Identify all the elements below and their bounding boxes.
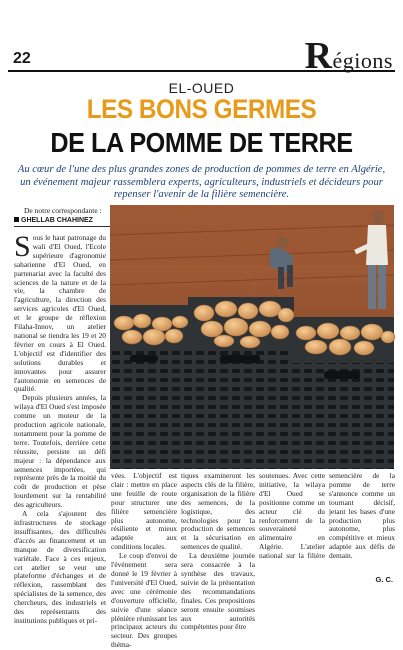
drop-cap: S (14, 230, 31, 263)
paragraph-text: ous le haut patronage du wali d'El Oued, l'Ecole supérieure d'agronomie saharienne d'El Oued, en partenariat avec la faculté des sciences de la nature et de la vie, la chambre de l'agriculture, la direction des services agricoles d'El Oued, et le groupe de réflexion Filaha-Innov, un atelier national se tiendra les 19 et 20 février en cours à El Oued. L'objectif est d'identifier des solutions durables et innovantes pour assurer l'autonomie en semences de qualité. (14, 233, 106, 394)
section-name (305, 34, 393, 78)
paragraph: tiques examineront les aspects clés de la filière, organisation de la filière des semences, de la logistique, des technologies pour la production de semences et la sécurisation en semences de qualité. (181, 471, 255, 552)
article-photo (110, 205, 394, 469)
paragraph: Le coup d'envoi de l'événement sera donné le 19 février à l'université d'El Oued, avec une cérémonie d'ouverture officielle, suivie d'une séance plénière réunissant les principaux acteurs du secteur. Des groupes théma- (111, 551, 177, 650)
article-column-4 (259, 472, 395, 590)
paragraph (14, 230, 106, 394)
byline-author: GHELLAB CHAHINEZ (21, 217, 93, 224)
paragraph: Depuis plusieurs années, la wilaya d'El Oued s'est imposée comme un moteur de la production agricole nationale, notamment pour la pomme de terre. Toutefois, derrière cette réussite, persiste un défi majeur : la dépendance aux semences importées, qui représente près de la moitié du coût de production et pèse lourdement sur la rentabilité des agriculteurs. (14, 393, 106, 510)
article-column-3 (181, 471, 255, 632)
article-column-1 (14, 230, 106, 625)
article-kicker: EL-OUED (168, 80, 235, 96)
article-standfirst: Au cœur de l'une des plus grandes zones de production de pommes de terre en Algérie, un événement majeur rassemblera experts, agriculteurs, industriels et décideurs pour repenser l'avenir de la filière semencière. (17, 164, 386, 200)
headline-line1: LES BONS GERMES (86, 94, 317, 124)
paragraph: La deuxième journée sera consacrée à la synthèse des travaux, suivie de la présentation des recommandations finales. Ces propositions seront ensuite soumises aux autorités compétentes pour être (181, 551, 255, 632)
paragraph: vées. L'objectif est clair : mettre en place une feuille de route pour structurer une filière semencière plus autonome, résiliente et mieux adaptée aux conditions locales. (111, 471, 177, 552)
section-rest: égions (332, 48, 393, 73)
headline-line2: DE LA POMME DE TERRE (50, 127, 353, 158)
article-column-2 (111, 471, 177, 650)
byline (14, 206, 110, 227)
paragraph: soutenues. Avec cette initiative, la wilaya d'El Oued se positionne comme un acteur clé du renforcement de la souveraineté alimentaire en Algérie. L'atelier national sur la filière semencière de la pomme de terre s'annonce comme un tournant décisif, jetant les bases d'une production plus autonome, plus compétitive et mieux adaptée aux défis de demain. (259, 471, 395, 561)
page-number: 22 (13, 50, 31, 67)
section-initial: R (304, 35, 333, 77)
page-header (8, 35, 395, 77)
article-signature: G. C. (375, 575, 393, 584)
potato-crates-photo (110, 205, 394, 469)
paragraph: A cela s'ajoutent des infrastructures de stockage insuffisantes, des difficultés d'accès au financement et un manque de diversification variétale. Face à ces enjeux, cet atelier se veut une plateforme d'échanges et de réflexion, rassemblant des spécialistes de la semence, des chercheurs, des industriels et des représentants des institutions publiques et pri- (14, 509, 106, 625)
byline-square-icon (14, 217, 19, 222)
byline-author-block (14, 216, 110, 227)
byline-label: De notre correspondante : (24, 206, 102, 215)
